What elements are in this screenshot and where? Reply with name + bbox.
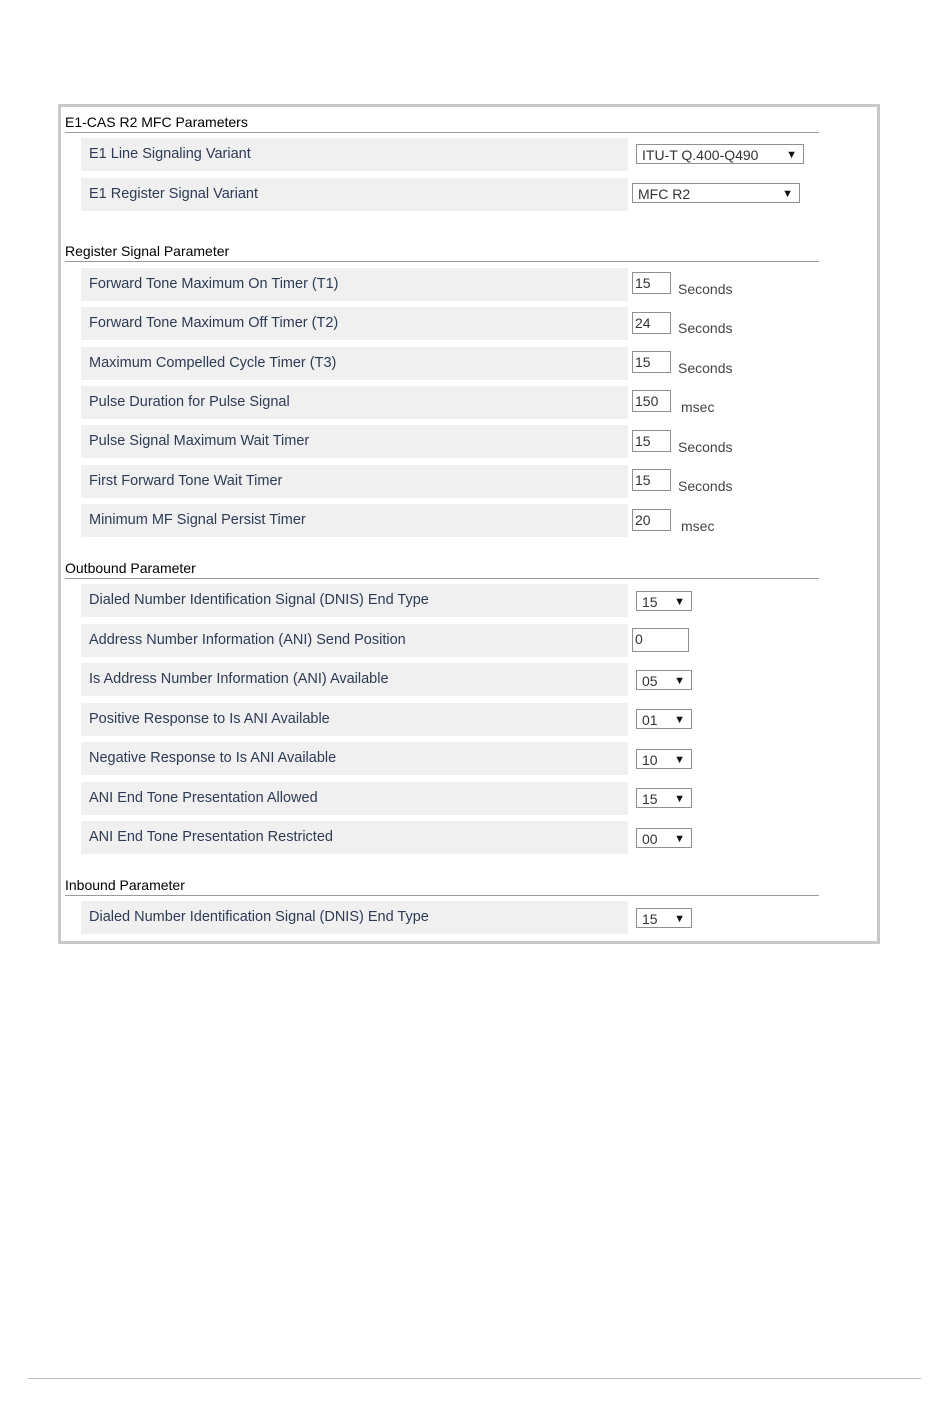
- row-label-t2: Forward Tone Maximum Off Timer (T2): [81, 307, 628, 340]
- dropdown-arrow-icon: ▼: [674, 913, 685, 925]
- row-label-ani-available: Is Address Number Information (ANI) Available: [81, 663, 628, 696]
- row-label-outbound-dnis-end: Dialed Number Identification Signal (DNIS) End Type: [81, 584, 628, 617]
- select-negative-response[interactable]: [636, 749, 692, 769]
- input-t3[interactable]: 15: [632, 351, 671, 373]
- input-ani-send-position[interactable]: 0: [632, 628, 689, 652]
- select-value: MFC R2: [638, 186, 691, 202]
- input-mf-persist[interactable]: 20: [632, 509, 671, 531]
- row-label-positive-response: Positive Response to Is ANI Available: [81, 703, 628, 736]
- dropdown-arrow-icon: ▼: [674, 596, 685, 608]
- unit-mf-persist: msec: [681, 518, 715, 534]
- row-label-ani-end-restricted: ANI End Tone Presentation Restricted: [81, 821, 628, 854]
- input-t1[interactable]: 15: [632, 272, 671, 294]
- dropdown-arrow-icon: ▼: [674, 793, 685, 805]
- select-value: 15: [642, 791, 658, 807]
- row-label-negative-response: Negative Response to Is ANI Available: [81, 742, 628, 775]
- row-label-ani-send-position: Address Number Information (ANI) Send Position: [81, 624, 628, 657]
- footer-divider: [28, 1378, 921, 1379]
- dropdown-arrow-icon: ▼: [782, 188, 793, 200]
- row-label-mf-persist: Minimum MF Signal Persist Timer: [81, 504, 628, 537]
- dropdown-arrow-icon: ▼: [674, 754, 685, 766]
- select-value: 05: [642, 673, 658, 689]
- row-label-register-signal-variant: E1 Register Signal Variant: [81, 178, 628, 211]
- dropdown-arrow-icon: ▼: [786, 149, 797, 161]
- row-label-first-forward-wait: First Forward Tone Wait Timer: [81, 465, 628, 498]
- select-ani-end-restricted[interactable]: [636, 828, 692, 848]
- section-title-inbound: Inbound Parameter: [65, 875, 819, 896]
- select-ani-available[interactable]: [636, 670, 692, 690]
- input-t2[interactable]: 24: [632, 312, 671, 334]
- dropdown-arrow-icon: ▼: [674, 714, 685, 726]
- row-label-t1: Forward Tone Maximum On Timer (T1): [81, 268, 628, 301]
- unit-pulse-wait: Seconds: [678, 439, 733, 455]
- row-label-ani-end-allowed: ANI End Tone Presentation Allowed: [81, 782, 628, 815]
- section-title-register: Register Signal Parameter: [65, 241, 819, 262]
- select-outbound-dnis-end[interactable]: [636, 591, 692, 611]
- row-label-inbound-dnis-end: Dialed Number Identification Signal (DNIS) End Type: [81, 901, 628, 934]
- row-label-t3: Maximum Compelled Cycle Timer (T3): [81, 347, 628, 380]
- select-value: 15: [642, 911, 658, 927]
- dropdown-arrow-icon: ▼: [674, 675, 685, 687]
- row-label-line-signaling-variant: E1 Line Signaling Variant: [81, 138, 628, 171]
- select-value: 00: [642, 831, 658, 847]
- dropdown-arrow-icon: ▼: [674, 833, 685, 845]
- select-line-signaling-variant[interactable]: [636, 144, 804, 164]
- select-inbound-dnis-end[interactable]: [636, 908, 692, 928]
- input-pulse-duration[interactable]: 150: [632, 390, 671, 412]
- input-pulse-wait[interactable]: 15: [632, 430, 671, 452]
- select-positive-response[interactable]: [636, 709, 692, 729]
- select-register-signal-variant[interactable]: [632, 183, 800, 203]
- parameters-panel: [58, 104, 880, 944]
- select-ani-end-allowed[interactable]: [636, 788, 692, 808]
- section-title-outbound: Outbound Parameter: [65, 558, 819, 579]
- unit-pulse-duration: msec: [681, 399, 715, 415]
- select-value: 15: [642, 594, 658, 610]
- select-value: 10: [642, 752, 658, 768]
- row-label-pulse-wait: Pulse Signal Maximum Wait Timer: [81, 425, 628, 458]
- select-value: ITU-T Q.400-Q490: [642, 147, 759, 163]
- section-title-e1: E1-CAS R2 MFC Parameters: [65, 112, 819, 133]
- row-label-pulse-duration: Pulse Duration for Pulse Signal: [81, 386, 628, 419]
- input-first-forward-wait[interactable]: 15: [632, 469, 671, 491]
- unit-t2: Seconds: [678, 320, 733, 336]
- unit-t3: Seconds: [678, 360, 733, 376]
- unit-t1: Seconds: [678, 281, 733, 297]
- unit-first-forward-wait: Seconds: [678, 478, 733, 494]
- select-value: 01: [642, 712, 658, 728]
